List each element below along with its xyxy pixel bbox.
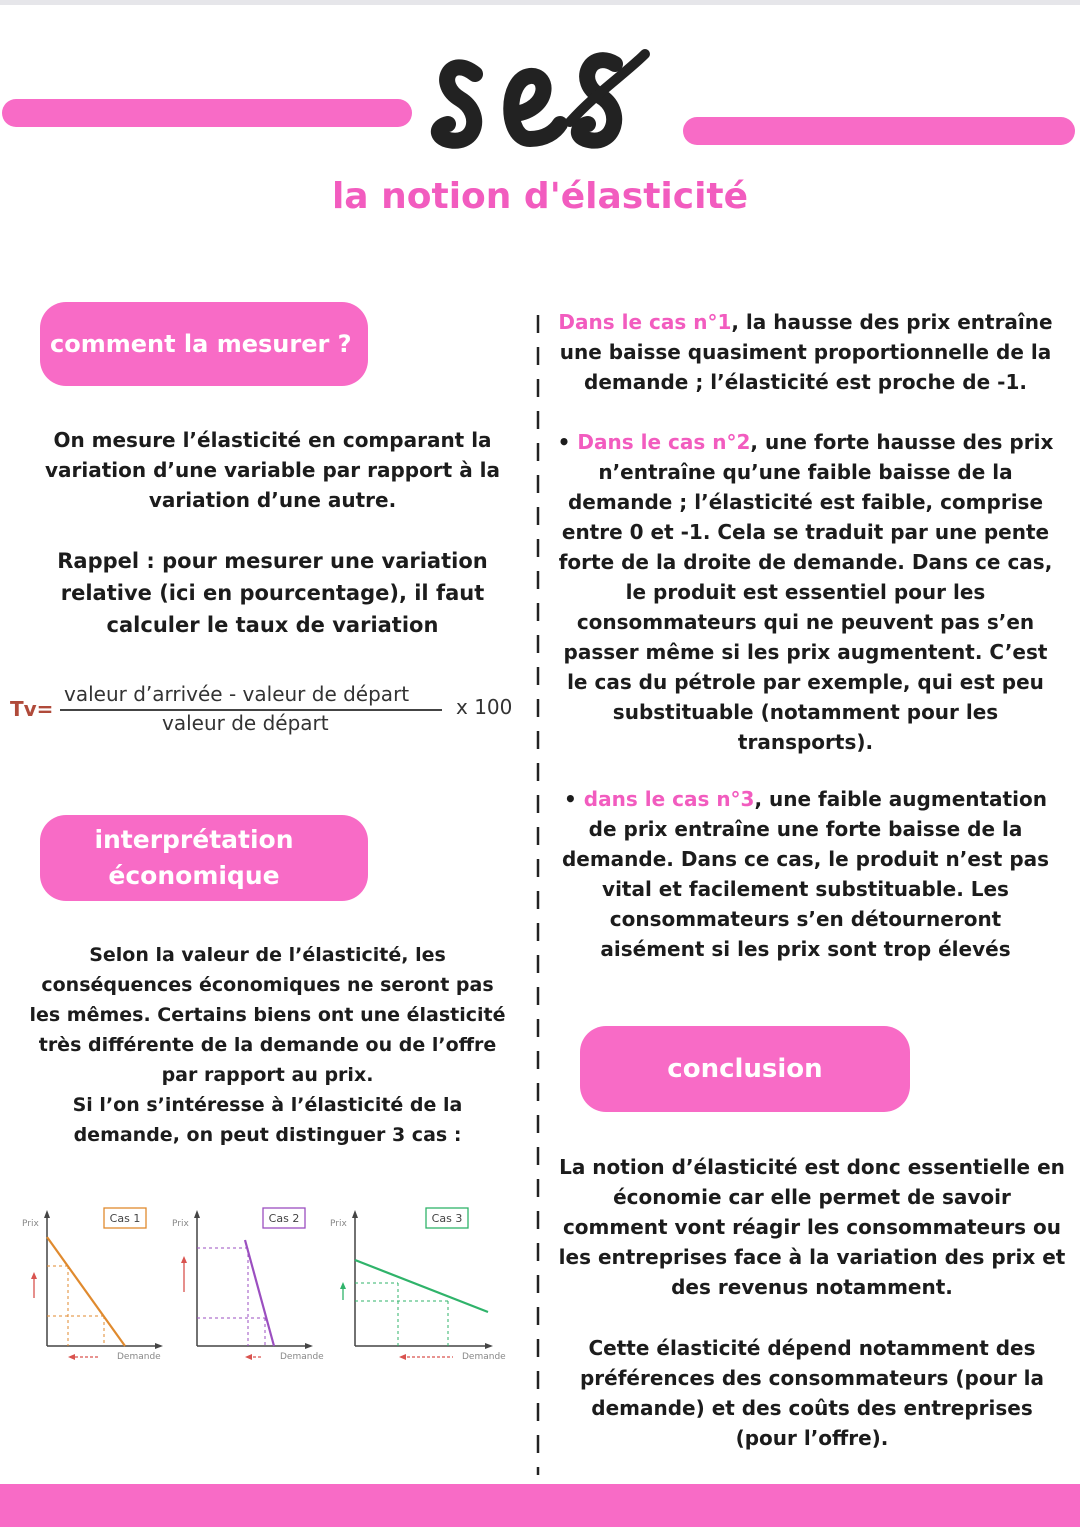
- heading-interpretation: [40, 815, 368, 901]
- chart-x-label: Demande: [117, 1352, 161, 1362]
- text-line: demande) et des coûts des entreprises: [591, 1396, 1033, 1420]
- formula-numerator: valeur d’arrivée - valeur de départ: [64, 682, 410, 706]
- text-line: très différente de la demande ou de l’offre: [38, 1034, 497, 1056]
- text-line: demande, on peut distinguer 3 cas :: [73, 1124, 462, 1146]
- chart-cas-3: [328, 1200, 518, 1370]
- text-line: relative (ici en pourcentage), il faut: [60, 581, 485, 605]
- heading-interpretation-line2: économique: [108, 861, 280, 890]
- text-line: transports).: [737, 730, 874, 754]
- text-line: [548, 784, 1063, 814]
- text-line: aisément si les prix sont trop élevés: [600, 937, 1011, 961]
- text-span: , une forte hausse des prix: [750, 430, 1054, 454]
- chart-y-label: Prix: [172, 1219, 189, 1229]
- text-line: préférences des consommateurs (pour la: [579, 1366, 1045, 1390]
- text-line: comment vont réagir les consommateurs ou: [562, 1215, 1062, 1239]
- text-line: des revenus notamment.: [671, 1275, 953, 1299]
- text-line: Rappel : pour mesurer une variation: [57, 549, 488, 573]
- chart-x-label: Demande: [462, 1352, 506, 1362]
- paragraph-cas-1: [548, 307, 1063, 397]
- header-bar-right: [683, 117, 1075, 145]
- text-span: , la hausse des prix entraîne: [731, 310, 1053, 334]
- chart-y-label: Prix: [22, 1219, 39, 1229]
- text-line: demande ; l’élasticité est proche de -1.: [584, 370, 1027, 394]
- paragraph-cas-3: [548, 784, 1063, 964]
- text-line: le cas du pétrole par exemple, qui est peu: [567, 670, 1044, 694]
- highlight-cas-1: Dans le cas n°1: [558, 310, 732, 334]
- paragraph-conclusion-1: [553, 1152, 1071, 1302]
- paragraph-rappel: [25, 545, 520, 641]
- formula-denominator: valeur de départ: [162, 711, 329, 735]
- text-line: variation d’une autre.: [148, 488, 397, 512]
- text-line: La notion d’élasticité est donc essentielle en: [559, 1155, 1065, 1179]
- header-bar-left: [2, 99, 412, 127]
- heading-comment-mesurer: [40, 302, 368, 386]
- text-line: variation d’une variable par rapport à la: [44, 458, 501, 482]
- bullet: •: [564, 787, 577, 811]
- text-line: demande ; l’élasticité est faible, comprise: [567, 490, 1044, 514]
- text-line: forte de la droite de demande. Dans ce cas,: [558, 550, 1053, 574]
- ses-logo: [420, 14, 660, 164]
- chart-case-label: Cas 3: [431, 1212, 463, 1225]
- chart-case-label: Cas 2: [268, 1212, 300, 1225]
- text-line: substituable (notamment pour les: [612, 700, 999, 724]
- formula-multiplier: x 100: [456, 695, 513, 719]
- bullet: •: [557, 430, 571, 454]
- page-title: la notion d'élasticité: [331, 176, 749, 217]
- logo-text: ses: [420, 162, 422, 163]
- text-line: conséquences économiques ne seront pas: [41, 974, 494, 996]
- text-line: vital et facilement substituable. Les: [602, 877, 1009, 901]
- text-line: (pour l’offre).: [735, 1426, 889, 1450]
- highlight-cas-3: dans le cas n°3: [583, 787, 755, 811]
- paragraph-mesure: [25, 425, 520, 515]
- text-line: entre 0 et -1. Cela se traduit par une pente: [561, 520, 1050, 544]
- text-line: Selon la valeur de l’élasticité, les: [89, 944, 446, 966]
- text-line: économie car elle permet de savoir: [613, 1185, 1011, 1209]
- heading-conclusion-label: conclusion: [667, 1054, 823, 1084]
- text-line: [548, 307, 1063, 337]
- text-line: Cette élasticité dépend notamment des: [588, 1336, 1036, 1360]
- text-line: calculer le taux de variation: [106, 613, 439, 637]
- formula-taux-variation: [10, 680, 530, 740]
- chart-cas-2: [170, 1200, 335, 1370]
- highlight-cas-2: Dans le cas n°2: [577, 430, 751, 454]
- footer-bar: [0, 1484, 1080, 1527]
- chart-cas-1: [20, 1200, 185, 1370]
- text-line: [548, 427, 1063, 457]
- text-line: par rapport au prix.: [161, 1064, 374, 1086]
- text-line: de prix entraîne une forte baisse de la: [588, 817, 1023, 841]
- text-line: les entreprises face à la variation des prix et: [558, 1245, 1066, 1269]
- top-border: [0, 0, 1080, 5]
- chart-x-label: Demande: [280, 1352, 324, 1362]
- text-line: passer même si les prix augmentent. C’est: [563, 640, 1048, 664]
- paragraph-cas-2: [548, 427, 1063, 757]
- text-line: n’entraîne qu’une faible baisse de la: [598, 460, 1013, 484]
- text-line: une baisse quasiment proportionnelle de la: [559, 340, 1052, 364]
- chart-y-label: Prix: [330, 1219, 347, 1229]
- text-line: On mesure l’élasticité en comparant la: [53, 428, 492, 452]
- text-line: consommateurs qui ne peuvent pas s’en: [576, 610, 1035, 634]
- paragraph-interpretation: [15, 940, 520, 1150]
- heading-interpretation-line1: interprétation: [94, 825, 294, 854]
- formula-lhs: Tv=: [10, 697, 54, 721]
- heading-conclusion: [580, 1026, 910, 1112]
- text-line: demande. Dans ce cas, le produit n’est pas: [561, 847, 1050, 871]
- heading-comment-mesurer-label: comment la mesurer ?: [50, 330, 352, 358]
- text-line: consommateurs s’en détourneront: [609, 907, 1002, 931]
- text-line: Si l’on s’intéresse à l’élasticité de la: [72, 1094, 463, 1116]
- text-span: , une faible augmentation: [754, 787, 1047, 811]
- text-line: le produit est essentiel pour les: [625, 580, 986, 604]
- chart-case-label: Cas 1: [109, 1212, 141, 1225]
- paragraph-conclusion-2: [553, 1333, 1071, 1453]
- text-line: les mêmes. Certains biens ont une élasticité: [29, 1004, 506, 1026]
- column-divider: [533, 315, 543, 1475]
